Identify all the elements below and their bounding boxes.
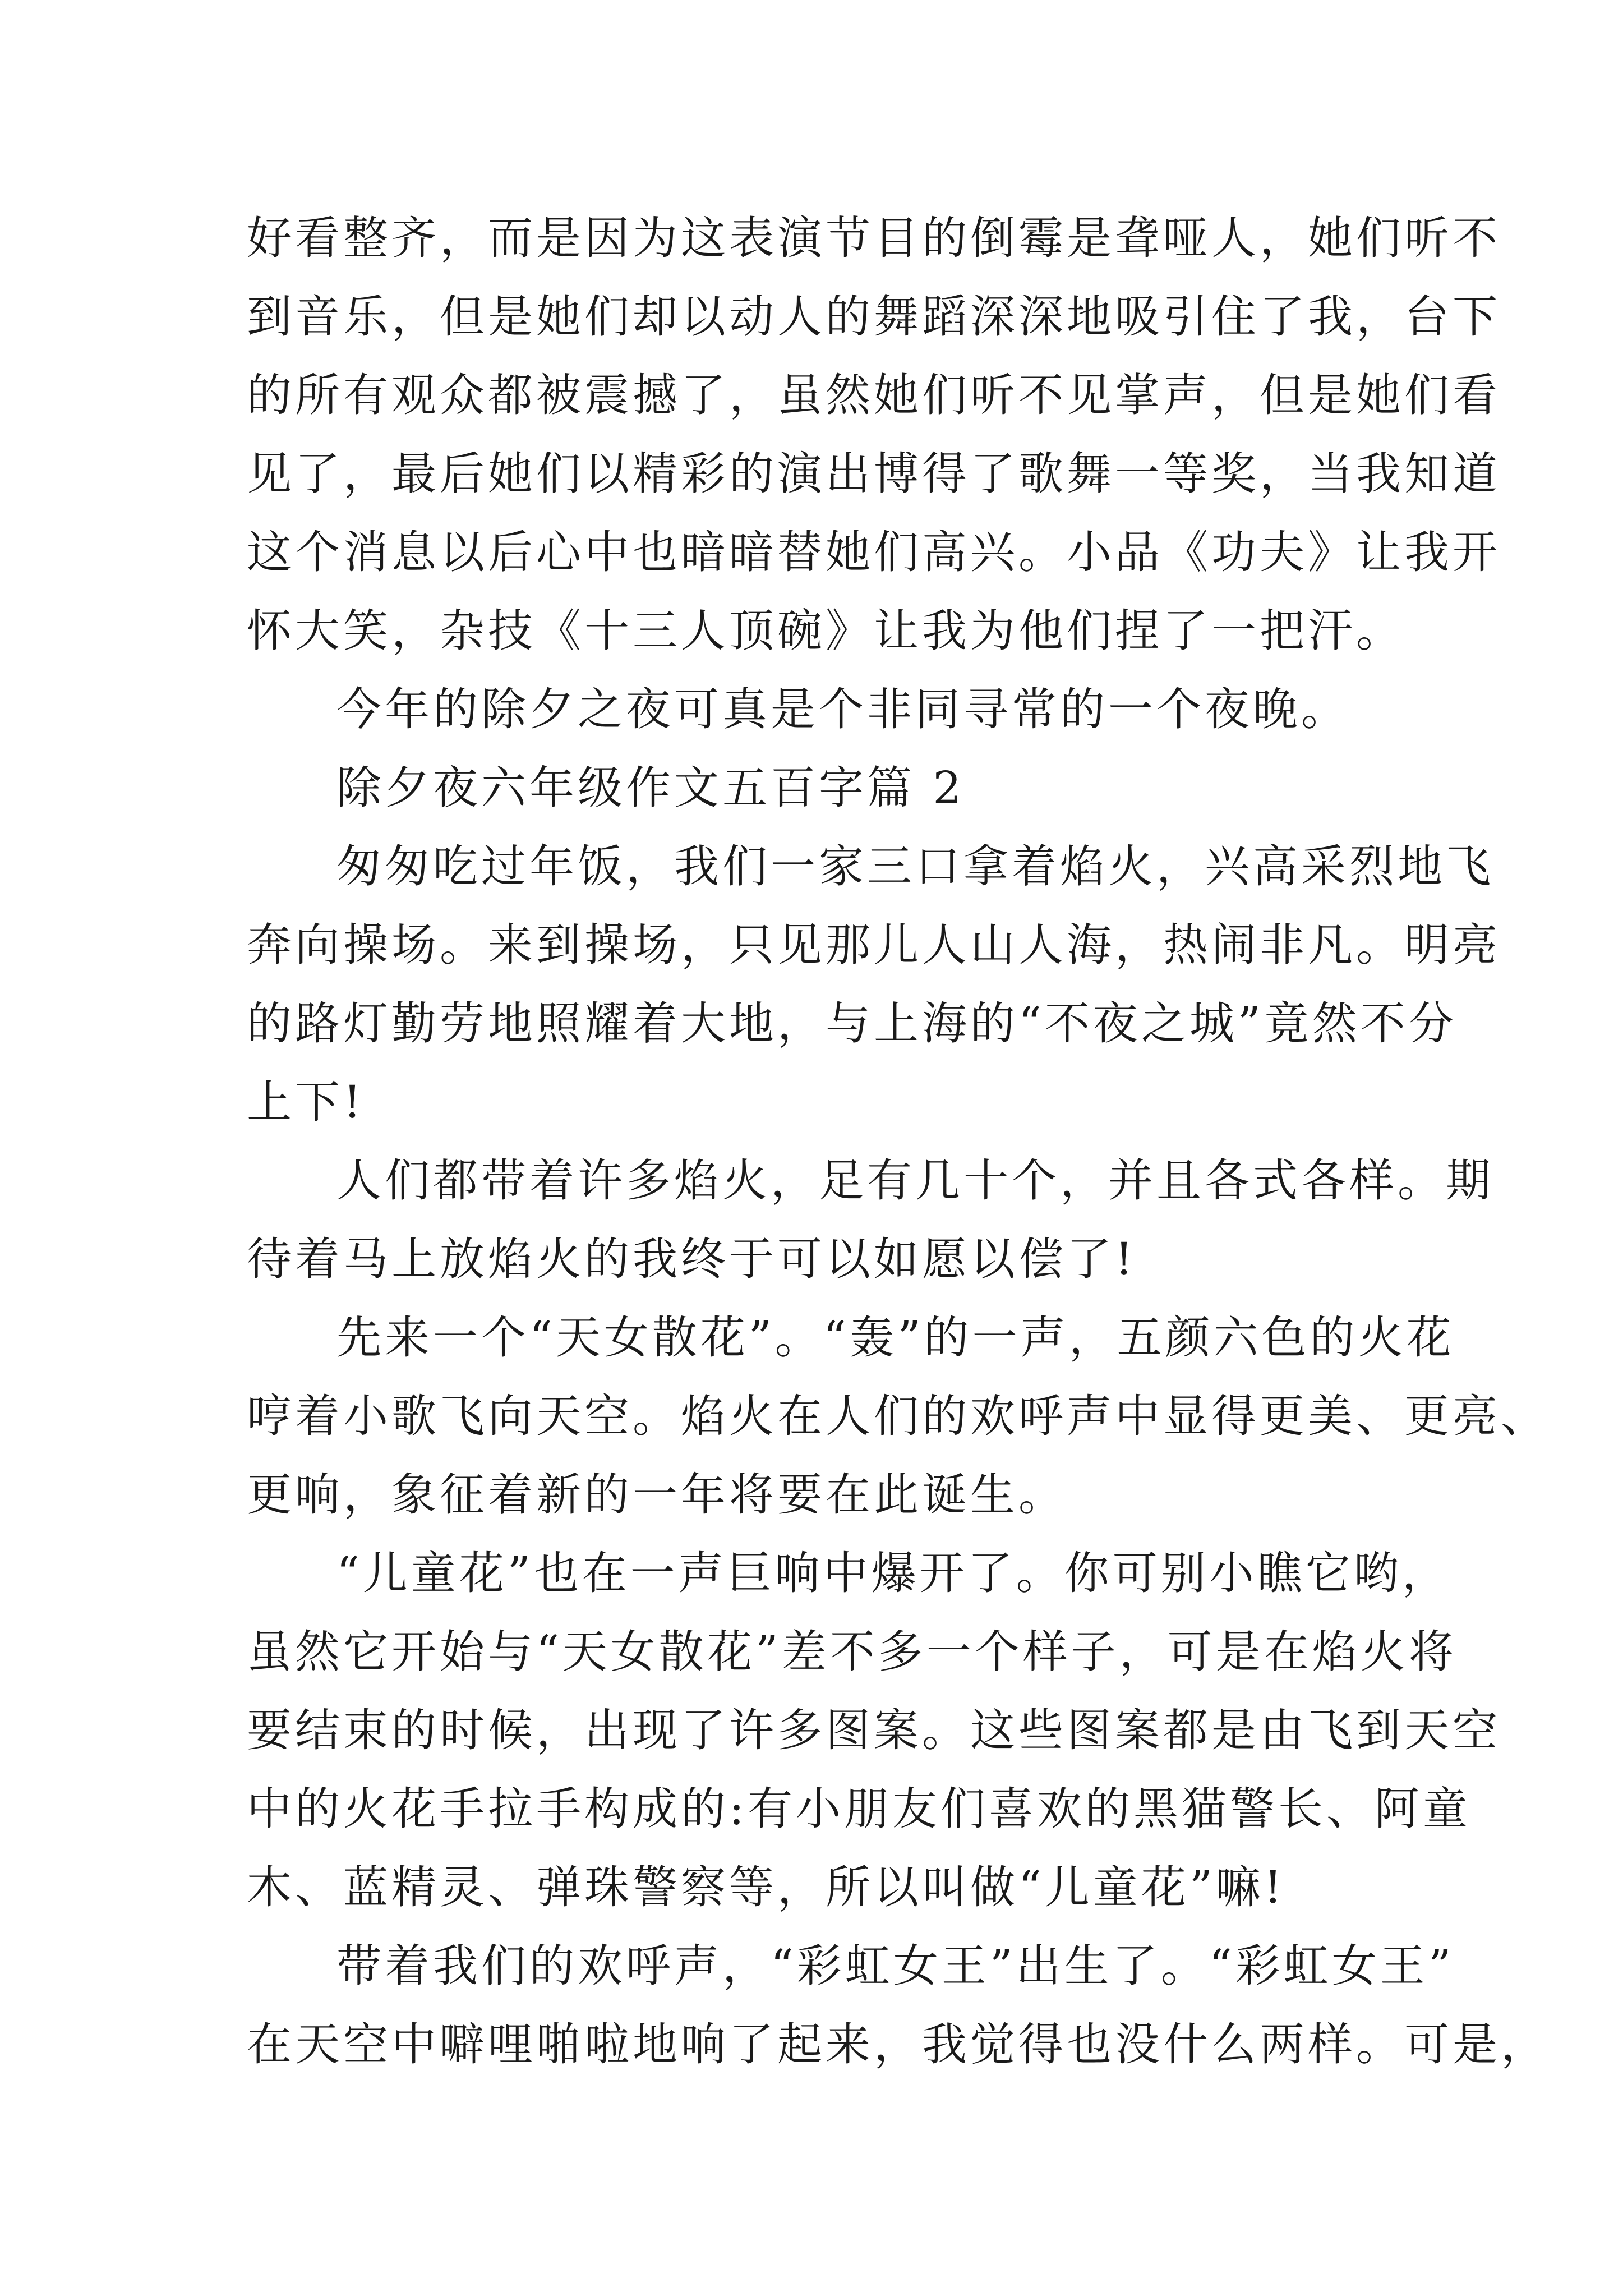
- text-line: 好看整齐，而是因为这表演节目的倒霉是聋哑人，她们听不: [247, 212, 1501, 264]
- text-line: 哼着小歌飞向天空。焰火在人们的欢呼声中显得更美、更亮、: [247, 1390, 1549, 1442]
- text-line: 这个消息以后心中也暗暗替她们高兴。小品《功夫》让我开: [247, 526, 1501, 578]
- section-heading: 除夕夜六年级作文五百字篇 2: [336, 762, 965, 814]
- document-body: [247, 199, 1549, 2084]
- text-line: 虽然它开始与“天女散花”差不多一个样子，可是在焰火将: [247, 1626, 1457, 1678]
- text-line: 到音乐，但是她们却以动人的舞蹈深深地吸引住了我，台下: [247, 291, 1501, 343]
- text-line: “儿童花”也在一声巨响中爆开了。你可别小瞧它哟，: [336, 1547, 1450, 1599]
- text-line: 见了，最后她们以精彩的演出博得了歌舞一等奖，当我知道: [247, 448, 1501, 500]
- text-line: 要结束的时候，出现了许多图案。这些图案都是由飞到天空: [247, 1704, 1501, 1756]
- text-line: 更响，象征着新的一年将要在此诞生。: [247, 1469, 1067, 1521]
- text-line: 上下!: [247, 1076, 365, 1128]
- text-line: 中的火花手拉手构成的:有小朋友们喜欢的黑猫警长、阿童: [247, 1783, 1471, 1835]
- text-line: 的路灯勤劳地照耀着大地，与上海的“不夜之城”竟然不分: [247, 997, 1457, 1050]
- text-line: 在天空中噼哩啪啦地响了起来，我觉得也没什么两样。可是，: [247, 2018, 1549, 2070]
- text-line: 待着马上放焰火的我终于可以如愿以偿了!: [247, 1233, 1137, 1285]
- text-line: 带着我们的欢呼声，“彩虹女王”出生了。“彩虹女王”: [336, 1940, 1455, 1992]
- text-line: 先来一个“天女散花”。“轰”的一声，五颜六色的火花: [336, 1312, 1455, 1364]
- text-line: 怀大笑，杂技《十三人顶碗》让我为他们捏了一把汗。: [247, 605, 1404, 657]
- text-line: 木、蓝精灵、弹珠警察等，所以叫做“儿童花”嘛!: [247, 1861, 1285, 1913]
- text-line: 人们都带着许多焰火，足有几十个，并且各式各样。期: [336, 1154, 1494, 1207]
- text-line: 的所有观众都被震撼了，虽然她们听不见掌声，但是她们看: [247, 369, 1501, 421]
- text-line: 匆匆吃过年饭，我们一家三口拿着焰火，兴高采烈地飞: [336, 840, 1494, 892]
- text-line: 奔向操场。来到操场，只见那儿人山人海，热闹非凡。明亮: [247, 919, 1501, 971]
- text-line: 今年的除夕之夜可真是个非同寻常的一个夜晚。: [336, 683, 1349, 735]
